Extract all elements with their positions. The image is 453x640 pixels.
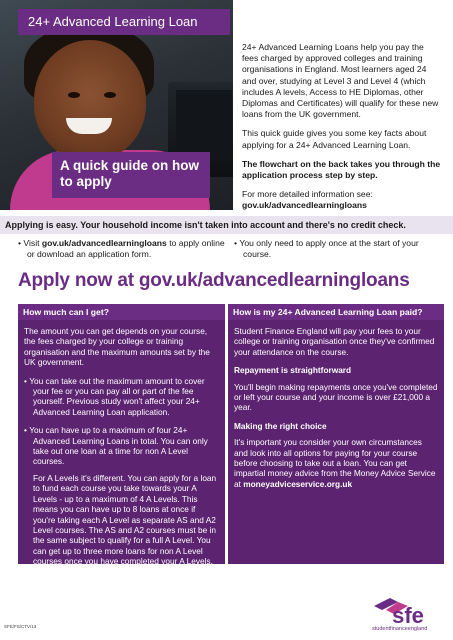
panel-list [24,376,219,467]
list-item-text: You can take out the maximum amount to cover your fee or you can pay all or part of the fee yourself. Previous study won't affect your 24+ Advanced Learning Loan application. [29,375,205,417]
intro-more-info: For more detailed information see: [242,189,373,200]
face-shape [34,40,146,160]
list-item: • You can have up to a maximum of four 24+ Advanced Learning Loans in total. You can only take out one loan at a time for non A Level courses. [24,425,208,467]
logo-text: sfe [392,603,424,628]
apply-bullets [0,238,453,264]
document-code: SFE/FS/CTV/13 [4,624,37,629]
intro-paragraph: This quick guide gives you some key facts about applying for a 24+ Advanced Learning Loan. [242,128,427,150]
apply-band-text: Applying is easy. Your household income isn't taken into account and there's no credit check. [5,220,406,230]
apply-list [18,238,228,260]
list-item: • You only need to apply once at the start of your course. [234,238,419,259]
intro-link[interactable]: gov.uk/advancedlearningloans [242,200,367,211]
panel-heading: How much can I get? [18,304,225,320]
apply-headline: Apply now at gov.uk/advancedlearningloans [18,270,410,291]
panel-paragraph: You'll begin making repayments once you've completed or left your course and your income is over £21,000 a year. [234,381,438,413]
apply-link[interactable]: gov.uk/advancedlearningloans [41,238,167,248]
list-item: • Visit gov.uk/advancedlearningloans to apply online or download an application form. [18,238,225,259]
page-title: 24+ Advanced Learning Loan [18,9,230,35]
apply-bullet-text: Visit [23,238,42,248]
logo-subtitle: studentfinanceengland [372,626,428,632]
eye-shape [104,92,116,98]
panel-body [228,320,444,503]
panel-paragraph: Student Finance England will pay your fees to your college or training organisation once they've confirmed your attendance on the course. [234,326,435,357]
intro-paragraph: 24+ Advanced Learning Loans help you pay the fees charged by approved colleges and training organisations in England. Most learners aged 24 and over, studying at Level 3 and Level 4 (which includes A levels, Access to HE Diplomas, other Diplomas and Certificates) will qualify for these new loans from the UK government. [242,42,439,120]
money-advice-link[interactable]: moneyadviceservice.org.uk [243,478,353,489]
apply-band [0,216,453,234]
panel-heading: How is my 24+ Advanced Learning Loan paid? [228,304,444,320]
panel-body [18,320,225,609]
guide-title: A quick guide on how to apply [52,152,210,198]
panel-subheading: Making the right choice [234,420,327,431]
monitor-screen-shape [176,90,232,160]
how-paid-panel [228,304,444,564]
panel-paragraph: You must complete a separate application for each loan. [24,574,211,595]
panel-paragraph: The amount you can get depends on your course, the fees charged by your college or training organisation and the maximum amounts set by the UK government. [24,326,210,368]
apply-list [234,238,434,260]
list-item-text: You can have up to a maximum of four 24+ Advanced Learning Loans in total. You can only take out one loan at a time for non A Level courses. [29,425,208,467]
intro-flowchart-note: The flowchart on the back takes you through the application process step by step. [242,158,441,181]
panel-paragraph-text: It's important you consider your own circumstances and look into all options for paying for your course before choosing to take out a loan. You can get impartial money advice from the Money Advice Service at [234,437,436,489]
intro-text [242,42,442,220]
panel-paragraph [234,437,438,489]
apply-bullet-text: You only need to apply once at the start of your course. [239,238,419,259]
panel-paragraph: For A Levels it's different. You can apply for a loan to fund each course you take towards your A Levels - up to a maximum of 4 A Levels. This means you can have up to 8 loans at once if you're taking each A Level as separate AS and A2 Level courses. The AS and A2 courses must be in the same subject to qualify for a full A Level. You can get up to three more loans for non A Level courses once you have completed your A Levels. [33,472,217,567]
list-item: • You can take out the maximum amount to cover your fee or you can pay all or part of the fee yourself. Previous study won't affect your 24+ Advanced Learning Loan application. [24,375,205,417]
eye-shape [68,92,80,98]
apply-bullet-text: to apply online or download an application form. [27,238,225,259]
panel-subheading: Repayment is straightforward [234,365,352,376]
how-much-panel [18,304,225,595]
